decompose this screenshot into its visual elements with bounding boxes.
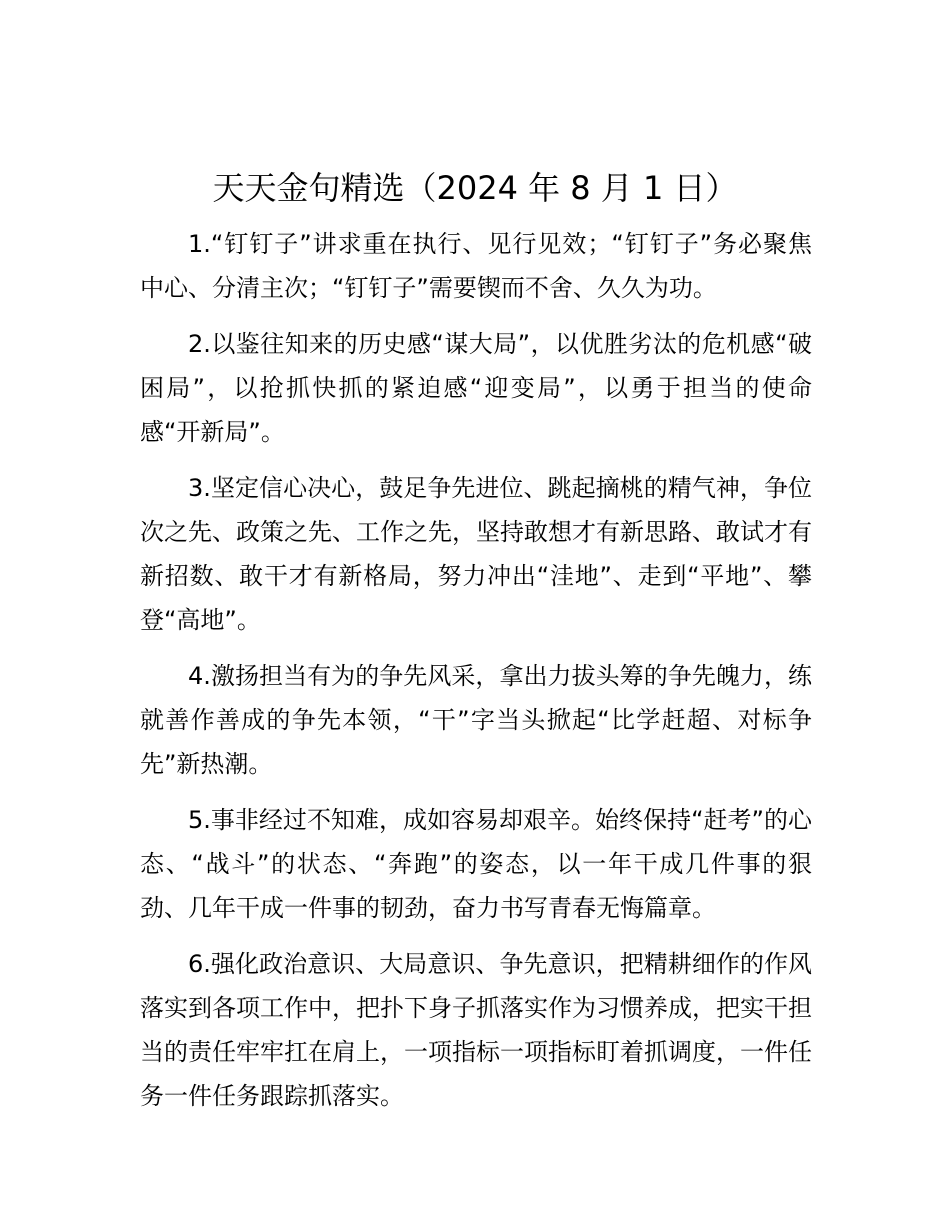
paragraph-2: 2.以鉴往知来的历史感“谋大局”，以优胜劣汰的危机感“破困局”，以抢抓快抓的紧迫感“迎变局”，以勇于担当的使命感“开新局”。 xyxy=(140,330,812,446)
paragraph-3: 3.坚定信心决心，鼓足争先进位、跳起摘桃的精气神，争位次之先、政策之先、工作之先，坚持敢想才有新思路、敢试才有新招数、敢干才有新格局，努力冲出“洼地”、走到“平地”、攀登“高地”。 xyxy=(140,474,812,634)
paragraph-4: 4.激扬担当有为的争先风采，拿出力拔头筹的争先魄力，练就善作善成的争先本领，“干”字当头掀起“比学赶超、对标争先”新热潮。 xyxy=(140,662,812,778)
document-body xyxy=(140,222,812,1130)
paragraph-6: 6.强化政治意识、大局意识、争先意识，把精耕细作的作风落实到各项工作中，把扑下身子抓落实作为习惯养成，把实干担当的责任牢牢扛在肩上，一项指标一项指标盯着抓调度，一件任务一件任务跟踪抓落实。 xyxy=(140,950,812,1110)
paragraph-5: 5.事非经过不知难，成如容易却艰辛。始终保持“赶考”的心态、“战斗”的状态、“奔跑”的姿态，以一年干成几件事的狠劲、几年干成一件事的韧劲，奋力书写青春无悔篇章。 xyxy=(140,806,812,922)
page-title: 天天金句精选（2024 年 8 月 1 日） xyxy=(212,169,738,207)
paragraph-1: 1.“钉钉子”讲求重在执行、见行见效；“钉钉子”务必聚焦中心、分清主次；“钉钉子”需要锲而不舍、久久为功。 xyxy=(140,230,812,302)
